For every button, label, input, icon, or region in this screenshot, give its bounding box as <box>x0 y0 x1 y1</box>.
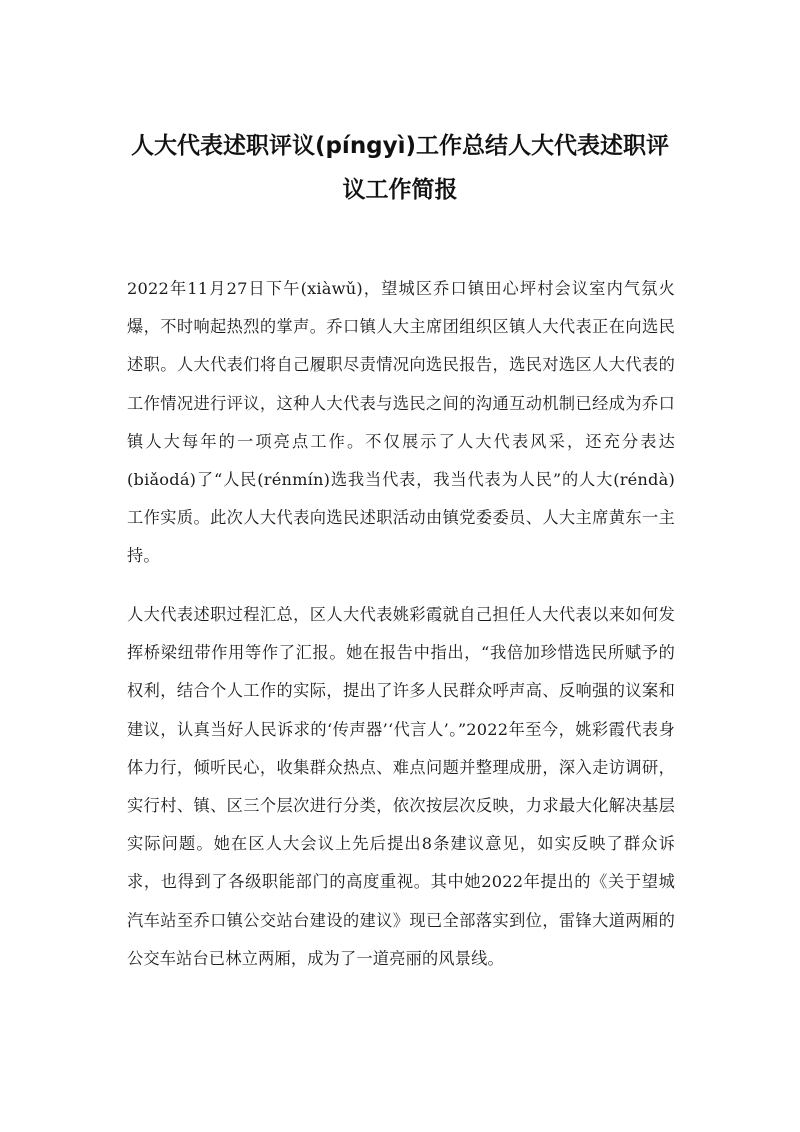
document-title: 人大代表述职评议(píngyì)工作总结人大代表述职评议工作简报 <box>130 133 670 203</box>
paragraph-meeting-report: 2022年11月27日下午(xiàwǔ)，望城区乔口镇田心坪村会议室内气氛火爆，不时响起热烈的掌声。乔口镇人大主席团组织区镇人大代表正在向选民述职。人大代表们将自己履职尽责情况向选民报告，选民对选区人大代表的工作情况进行评议，这种人大代表与选民之间的沟通互动机制已经成为乔口镇人大每年的一项亮点工作。不仅展示了人大代表风采，还充分表达(biǎodá)了“人民(rénmín)选我当代表，我当代表为人民”的人大(réndà)工作实质。此次人大代表向选民述职活动由镇党委委员、人大主席黄东一主持。 <box>127 279 675 566</box>
paragraph-delegate-summary: 人大代表述职过程汇总，区人大代表姚彩霞就自己担任人大代表以来如何发挥桥梁纽带作用等作了汇报。她在报告中指出，“我倍加珍惜选民所赋予的权利，结合个人工作的实际，提出了许多人民群众呼声高、反响强的议案和建议，认真当好人民诉求的‘传声器’‘代言人’。”2022年至今，姚彩霞代表身体力行，倾听民心，收集群众热点、难点问题并整理成册，深入走访调研，实行村、镇、区三个层次进行分类，依次按层次反映，力求最大化解决基层实际问题。她在区人大会议上先后提出8条建议意见，如实反映了群众诉求，也得到了各级职能部门的高度重视。其中她2022年提出的《关于望城汽车站至乔口镇公交站台建设的建议》现已全部落实到位，雷锋大道两厢的公交车站台已林立两厢，成为了一道亮丽的风景线。 <box>127 605 675 968</box>
